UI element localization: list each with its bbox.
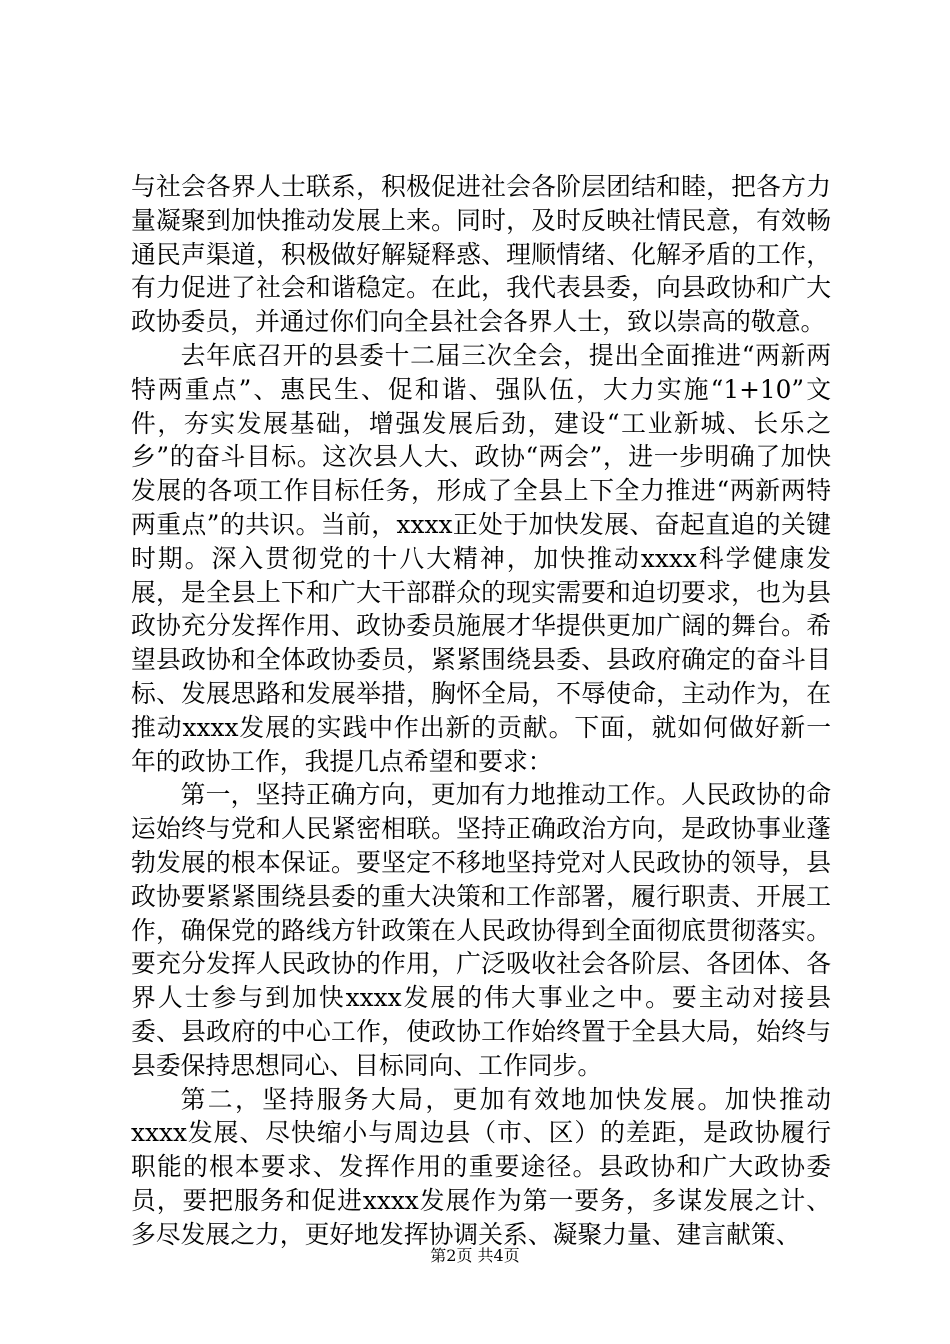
- page-number-footer: 第2页 共4页: [430, 1246, 520, 1265]
- paragraph-first-requirement: 第一，坚持正确方向，更加有力地推动工作。人民政协的命运始终与党和人民紧密相联。坚持正确政治方向，是政协事业蓬勃发展的根本保证。要坚定不移地坚持党对人民政协的领导，县政协要紧紧围绕县委的重大决策和工作部署，履行职责、开展工作，确保党的路线方针政策在人民政协得到全面彻底贯彻落实。要充分发挥人民政协的作用，广泛吸收社会各阶层、各团体、各界人士参与到加快xxxx发展的伟大事业之中。要主动对接县委、县政府的中心工作，使政协工作始终置于全县大局，始终与县委保持思想同心、目标同向、工作同步。: [131, 780, 831, 1080]
- document-body: [131, 170, 831, 1252]
- paragraph-plenary-session: 去年底召开的县委十二届三次全会，提出全面推进“两新两特两重点”、惠民生、促和谐、强队伍，大力实施“1+10”文件，夯实发展基础，增强发展后劲，建设“工业新城、长乐之乡”的奋斗目标。这次县人大、政协“两会”，进一步明确了加快发展的各项工作目标任务，形成了全县上下全力推进“两新两特两重点”的共识。当前，xxxx正处于加快发展、奋起直追的关键时期。深入贯彻党的十八大精神，加快推动xxxx科学健康发展，是全县上下和广大干部群众的现实需要和迫切要求，也为县政协充分发挥作用、政协委员施展才华提供更加广阔的舞台。希望县政协和全体政协委员，紧紧围绕县委、县政府确定的奋斗目标、发展思路和发展举措，胸怀全局，不辱使命，主动作为，在推动xxxx发展的实践中作出新的贡献。下面，就如何做好新一年的政协工作，我提几点希望和要求：: [131, 340, 831, 776]
- paragraph-second-requirement: 第二，坚持服务大局，更加有效地加快发展。加快推动xxxx发展、尽快缩小与周边县（市、区）的差距，是政协履行职能的根本要求、发挥作用的重要途径。县政协和广大政协委员，要把服务和促进xxxx发展作为第一要务，多谋发展之计、多尽发展之力，更好地发挥协调关系、凝聚力量、建言献策、: [131, 1084, 831, 1249]
- paragraph-continuation: 与社会各界人士联系，积极促进社会各阶层团结和睦，把各方力量凝聚到加快推动发展上来。同时，及时反映社情民意，有效畅通民声渠道，积极做好解疑释惑、理顺情绪、化解矛盾的工作，有力促进了社会和谐稳定。在此，我代表县委，向县政协和广大政协委员，并通过你们向全县社会各界人士，致以崇高的敬意。: [131, 172, 831, 337]
